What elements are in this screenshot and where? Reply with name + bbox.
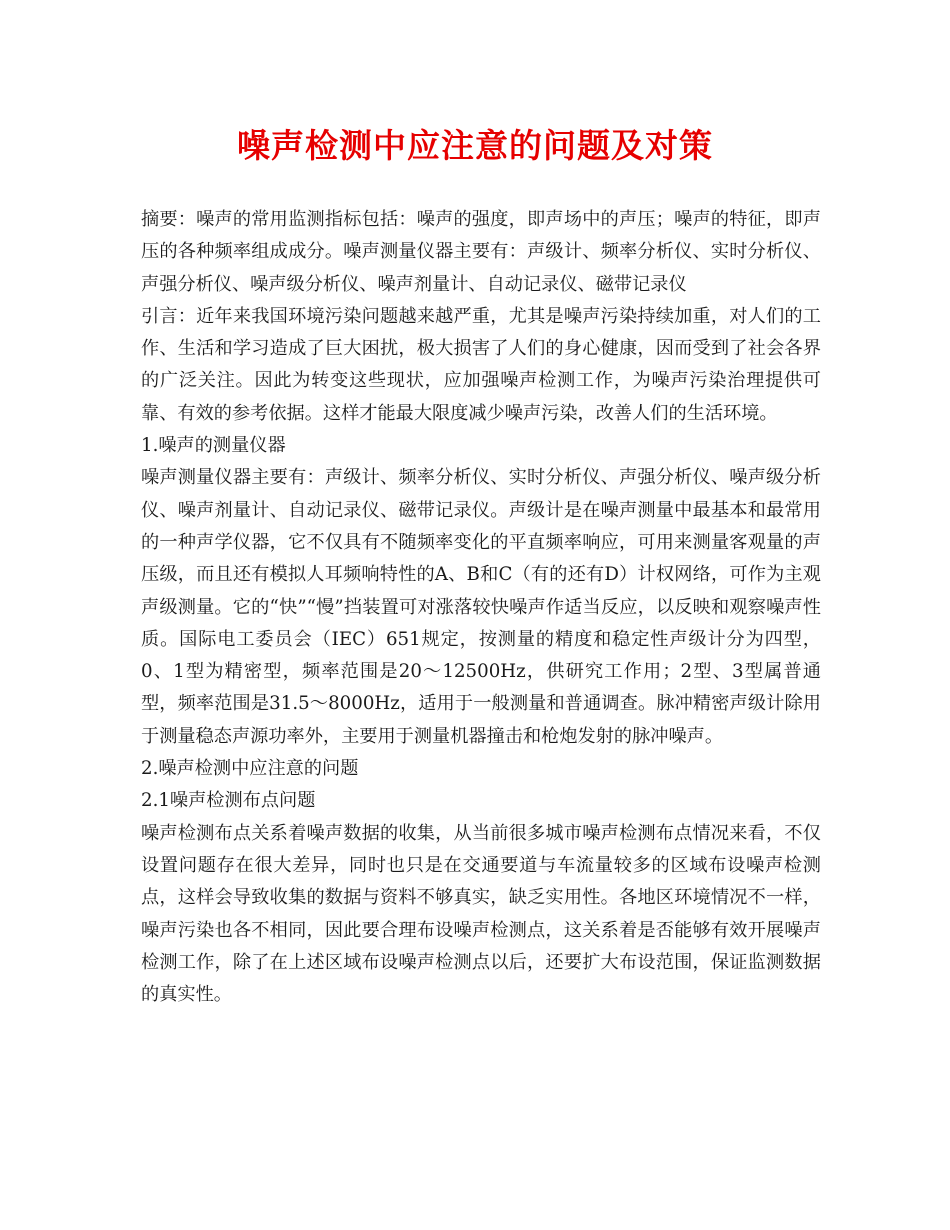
subsection-heading-2-1: 2.1噪声检测布点问题 [141, 790, 316, 812]
section-heading-2: 2.噪声检测中应注意的问题 [141, 758, 359, 780]
section-2-1-paragraph: 噪声检测布点关系着噪声数据的收集，从当前很多城市噪声检测布点情况来看，不仅设置问题存在很大差异，同时也只是在交通要道与车流量较多的区域布设噪声检测点，这样会导致收集的数据与资料不够真实，缺乏实用性。各地区环境情况不一样，噪声污染也各不相同，因此要合理布设噪声检测点，这关系着是否能够有效开展噪声检测工作，除了在上述区域布设噪声检测点以后，还要扩大布设范围，保证监测数据的真实性。 [141, 822, 821, 1006]
document-title: 噪声检测中应注意的问题及对策 [237, 126, 713, 165]
abstract-paragraph: 摘要：噪声的常用监测指标包括：噪声的强度，即声场中的声压；噪声的特征，即声压的各种频率组成成分。噪声测量仪器主要有：声级计、频率分析仪、实时分析仪、声强分析仪、噪声级分析仪、噪声剂量计、自动记录仪、磁带记录仪 [141, 209, 821, 295]
document-body [141, 204, 821, 1011]
section-heading-1: 1.噪声的测量仪器 [141, 435, 286, 457]
section-1-paragraph: 噪声测量仪器主要有：声级计、频率分析仪、实时分析仪、声强分析仪、噪声级分析仪、噪声剂量计、自动记录仪、磁带记录仪。声级计是在噪声测量中最基本和最常用的一种声学仪器，它不仅具有不随频率变化的平直频率响应，可用来测量客观量的声压级，而且还有模拟人耳频响特性的A、B和C（有的还有D）计权网络，可作为主观声级测量。它的“快”“慢”挡装置可对涨落较快噪声作适当反应，以反映和观察噪声性质。国际电工委员会（IEC）651规定，按测量的精度和稳定性声级计分为四型，0、1型为精密型，频率范围是20～12500Hz，供研究工作用；2型、3型属普通型，频率范围是31.5～8000Hz，适用于一般测量和普通调查。脉冲精密声级计除用于测量稳态声源功率外，主要用于测量机器撞击和枪炮发射的脉冲噪声。 [141, 467, 821, 747]
introduction-paragraph: 引言：近年来我国环境污染问题越来越严重，尤其是噪声污染持续加重，对人们的工作、生活和学习造成了巨大困扰，极大损害了人们的身心健康，因而受到了社会各界的广泛关注。因此为转变这些现状，应加强噪声检测工作，为噪声污染治理提供可靠、有效的参考依据。这样才能最大限度减少噪声污染，改善人们的生活环境。 [141, 305, 821, 424]
